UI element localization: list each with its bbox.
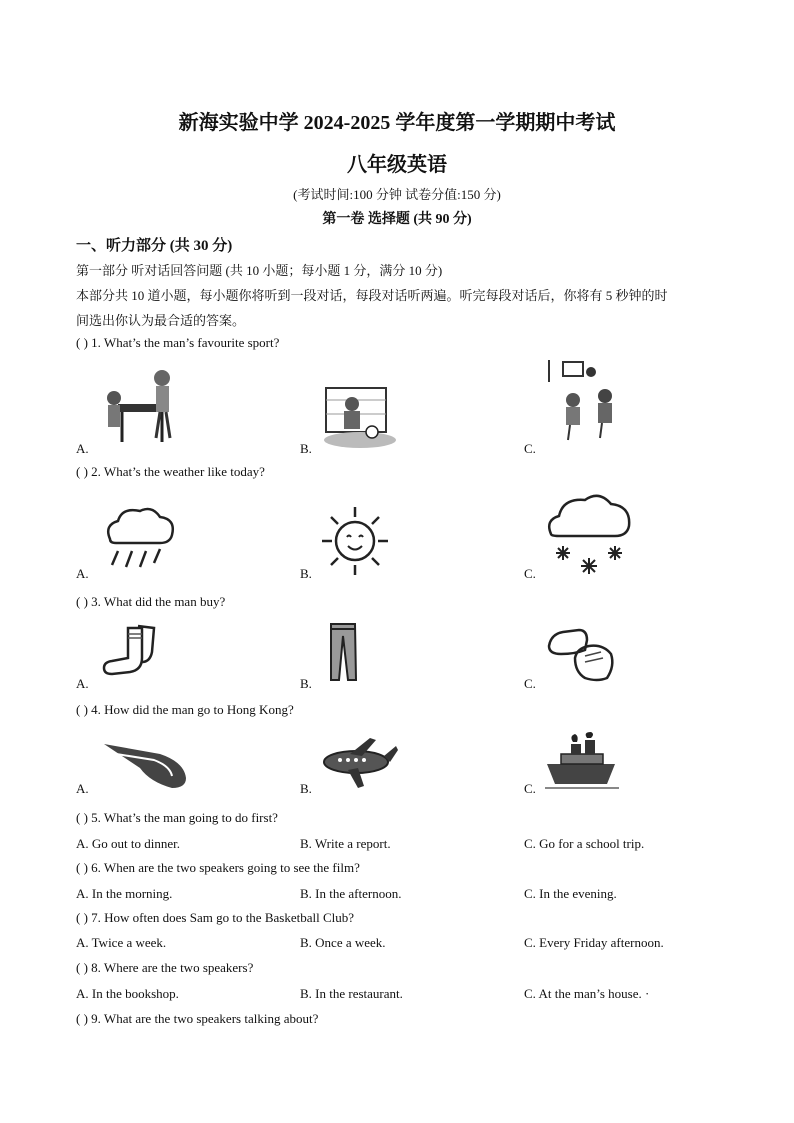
option-8-c: C. At the man’s house. ·	[524, 986, 650, 1001]
exam-title: 新海实验中学 2024-2025 学年度第一学期期中考试	[178, 112, 616, 134]
option-4-c: C.	[524, 781, 536, 796]
question-2: ( ) 2. What’s the weather like today?	[76, 464, 265, 479]
option-5-b: B. Write a report.	[300, 836, 391, 851]
question-8: ( ) 8. Where are the two speakers?	[76, 960, 254, 975]
trousers-image	[328, 622, 358, 684]
ship-image	[545, 732, 619, 792]
question-5: ( ) 5. What’s the man going to do first?	[76, 810, 278, 825]
option-8-b: B. In the restaurant.	[300, 986, 403, 1001]
socks-image	[98, 624, 160, 682]
football-goalkeeper-image	[322, 380, 398, 450]
option-2-a: A.	[76, 566, 89, 581]
option-3-a: A.	[76, 676, 89, 691]
option-2-c: C.	[524, 566, 536, 581]
question-6: ( ) 6. When are the two speakers going to see the film?	[76, 860, 360, 875]
sneakers-image	[545, 622, 617, 686]
option-3-c: C.	[524, 676, 536, 691]
part-title: 第一部分 听对话回答问题 (共 10 小题；每小题 1 分，满分 10 分)	[76, 263, 443, 278]
question-1: ( ) 1. What’s the man’s favourite sport?	[76, 335, 280, 350]
basketball-players-image	[545, 358, 625, 448]
instruction-line-1: 本部分共 10 道小题，每小题你将听到一段对话，每段对话听两遍。听完每段对话后，你将有 5 秒钟的时	[76, 288, 668, 303]
option-2-b: B.	[300, 566, 312, 581]
option-5-c: C. Go for a school trip.	[524, 836, 645, 851]
question-4: ( ) 4. How did the man go to Hong Kong?	[76, 702, 294, 717]
option-7-a: A. Twice a week.	[76, 935, 167, 950]
option-4-a: A.	[76, 781, 89, 796]
high-speed-train-image	[100, 738, 190, 792]
option-3-b: B.	[300, 676, 312, 691]
option-6-b: B. In the afternoon.	[300, 886, 402, 901]
exam-subtitle: 八年级英语	[347, 154, 447, 176]
option-6-a: A. In the morning.	[76, 886, 173, 901]
question-7: ( ) 7. How often does Sam go to the Basketball Club?	[76, 910, 355, 925]
snowy-cloud-image	[543, 490, 635, 580]
option-6-c: C. In the evening.	[524, 886, 617, 901]
option-8-a: A. In the bookshop.	[76, 986, 179, 1001]
option-7-b: B. Once a week.	[300, 935, 386, 950]
option-7-c: C. Every Friday afternoon.	[524, 935, 664, 950]
question-9: ( ) 9. What are the two speakers talking about?	[76, 1011, 319, 1026]
option-1-b: B.	[300, 441, 312, 456]
section-heading: 一、听力部分 (共 30 分)	[76, 238, 233, 254]
instruction-line-2: 间选出你认为最合适的答案。	[76, 313, 246, 328]
option-1-a: A.	[76, 441, 89, 456]
volume-title: 第一卷 选择题 (共 90 分)	[322, 212, 472, 227]
option-1-c: C.	[524, 441, 536, 456]
question-3: ( ) 3. What did the man buy?	[76, 594, 226, 609]
exam-info: (考试时间:100 分钟 试卷分值:150 分)	[293, 187, 501, 202]
rainy-cloud-image	[100, 505, 180, 577]
option-5-a: A. Go out to dinner.	[76, 836, 180, 851]
ping-pong-players-image	[100, 368, 180, 450]
smiling-sun-image	[320, 505, 390, 577]
option-4-b: B.	[300, 781, 312, 796]
airplane-image	[318, 736, 400, 792]
